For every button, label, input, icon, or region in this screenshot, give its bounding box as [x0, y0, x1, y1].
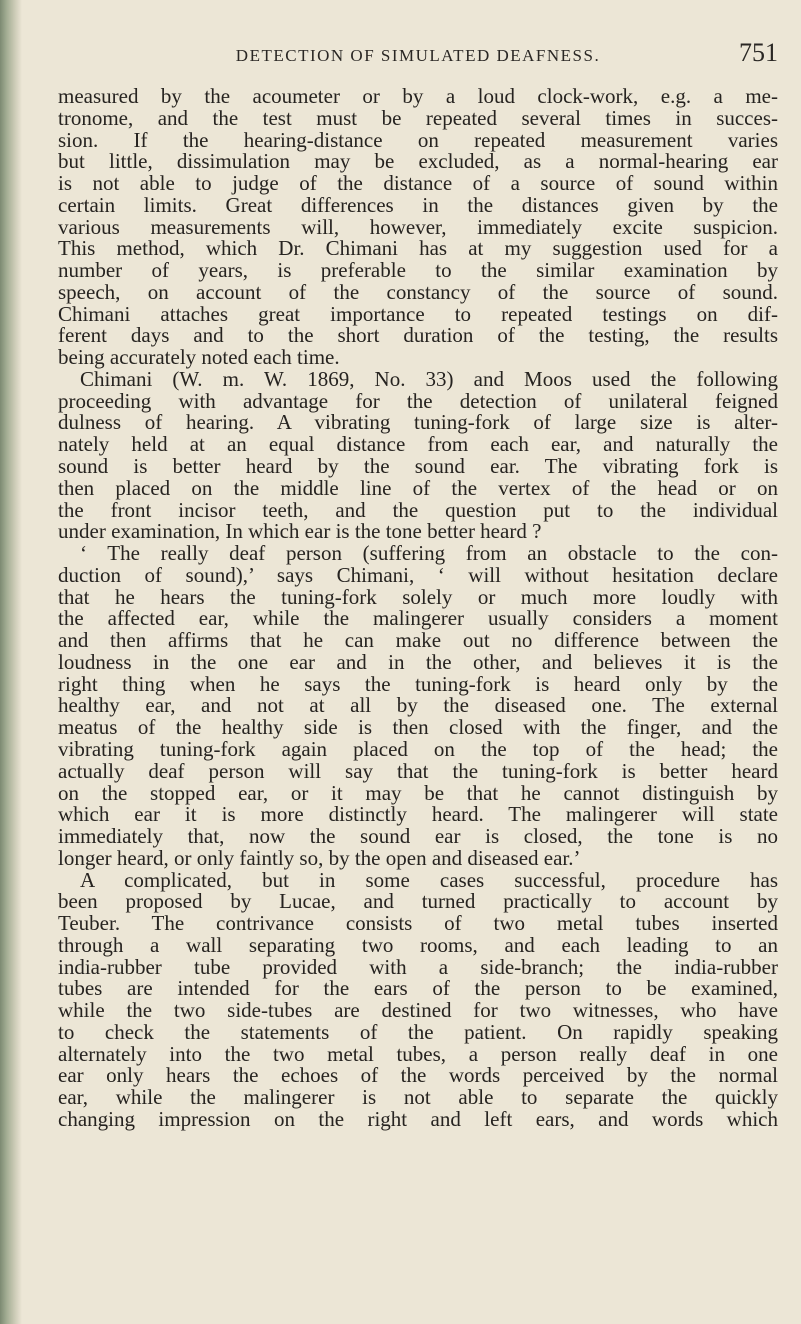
text-line: the front incisor teeth, and the question put to the individual: [58, 497, 778, 522]
text-line: certain limits. Great differences in the distances given by the: [58, 192, 778, 217]
book-page: [58, 0, 778, 1131]
text-line: but little, dissimulation may be excluded, as a normal-hearing ear: [58, 149, 778, 174]
running-head: [58, 0, 778, 74]
text-line: actually deaf person will say that the tuning-fork is better heard: [58, 758, 778, 783]
text-line: number of years, is preferable to the similar examination by: [58, 258, 778, 283]
text-line: immediately that, now the sound ear is closed, the tone is no: [58, 824, 778, 849]
text-line: ear only hears the echoes of the words perceived by the normal: [58, 1063, 778, 1088]
text-line: healthy ear, and not at all by the diseased one. The external: [58, 693, 778, 718]
text-line: changing impression on the right and left ears, and words which: [58, 1106, 778, 1131]
text-line: sion. If the hearing-distance on repeated measurement varies: [58, 127, 778, 152]
text-line: meatus of the healthy side is then closed with the finger, and the: [58, 715, 778, 740]
text-line: dulness of hearing. A vibrating tuning-fork of large size is alter-: [58, 410, 778, 435]
paragraph-start-line: A complicated, but in some cases successful, procedure has: [80, 867, 778, 892]
text-line: nately held at an equal distance from each ear, and naturally the: [58, 432, 778, 457]
text-line: is not able to judge of the distance of a source of sound within: [58, 171, 778, 196]
text-line: vibrating tuning-fork again placed on the top of the head; the: [58, 736, 778, 761]
text-line: the affected ear, while the malingerer usually considers a moment: [58, 606, 778, 631]
text-line: while the two side-tubes are destined for two witnesses, who have: [58, 998, 778, 1023]
text-line: india-rubber tube provided with a side-branch; the india-rubber: [58, 954, 778, 979]
text-line: sound is better heard by the sound ear. The vibrating fork is: [58, 454, 778, 479]
text-line: Chimani attaches great importance to repeated testings on dif-: [58, 301, 778, 326]
text-line: This method, which Dr. Chimani has at my suggestion used for a: [58, 236, 778, 261]
text-line: loudness in the one ear and in the other, and believes it is the: [58, 649, 778, 674]
paragraph-start-line: ‘ The really deaf person (suffering from an obstacle to the con-: [80, 541, 778, 566]
text-line: tubes are intended for the ears of the person to be examined,: [58, 976, 778, 1001]
text-line: proceeding with advantage for the detection of unilateral feigned: [58, 388, 778, 413]
text-line: which ear it is more distinctly heard. The malingerer will state: [58, 802, 778, 827]
paragraph-end-line: being accurately noted each time.: [58, 345, 340, 370]
text-line: ear, while the malingerer is not able to separate the quickly: [58, 1085, 778, 1110]
text-line: various measurements will, however, immediately excite suspicion.: [58, 214, 778, 239]
text-line: measured by the acoumeter or by a loud clock-work, e.g. a me-: [58, 84, 778, 108]
page-number: 751: [739, 38, 778, 67]
text-line: that he hears the tuning-fork solely or much more loudly with: [58, 584, 778, 609]
running-title: DETECTION OF SIMULATED DEAFNESS.: [235, 46, 601, 65]
text-line: right thing when he says the tuning-fork is heard only by the: [58, 671, 778, 696]
text-line: then placed on the middle line of the vertex of the head or on: [58, 475, 778, 500]
text-line: through a wall separating two rooms, and each leading to an: [58, 932, 778, 957]
text-line: on the stopped ear, or it may be that he cannot distinguish by: [58, 780, 778, 805]
text-line: speech, on account of the constancy of the source of sound.: [58, 279, 778, 304]
paragraph-start-line: Chimani (W. m. W. 1869, No. 33) and Moos used the following: [80, 366, 778, 391]
paragraph-end-line: longer heard, or only faintly so, by the open and diseased ear.’: [58, 845, 581, 870]
paragraph-end-line: under examination, In which ear is the tone better heard ?: [58, 519, 542, 544]
text-line: to check the statements of the patient. On rapidly speaking: [58, 1019, 778, 1044]
text-line: duction of sound),’ says Chimani, ‘ will without hesitation declare: [58, 562, 778, 587]
book-binding-shadow: [0, 0, 22, 1324]
text-line: and then affirms that he can make out no difference between the: [58, 628, 778, 653]
text-line: tronome, and the test must be repeated several times in succes-: [58, 105, 778, 130]
body-text: [58, 86, 778, 1131]
text-line: been proposed by Lucae, and turned practically to account by: [58, 889, 778, 914]
text-line: ferent days and to the short duration of the testing, the results: [58, 323, 778, 348]
text-line: Teuber. The contrivance consists of two metal tubes inserted: [58, 911, 778, 936]
text-line: alternately into the two metal tubes, a person really deaf in one: [58, 1041, 778, 1066]
